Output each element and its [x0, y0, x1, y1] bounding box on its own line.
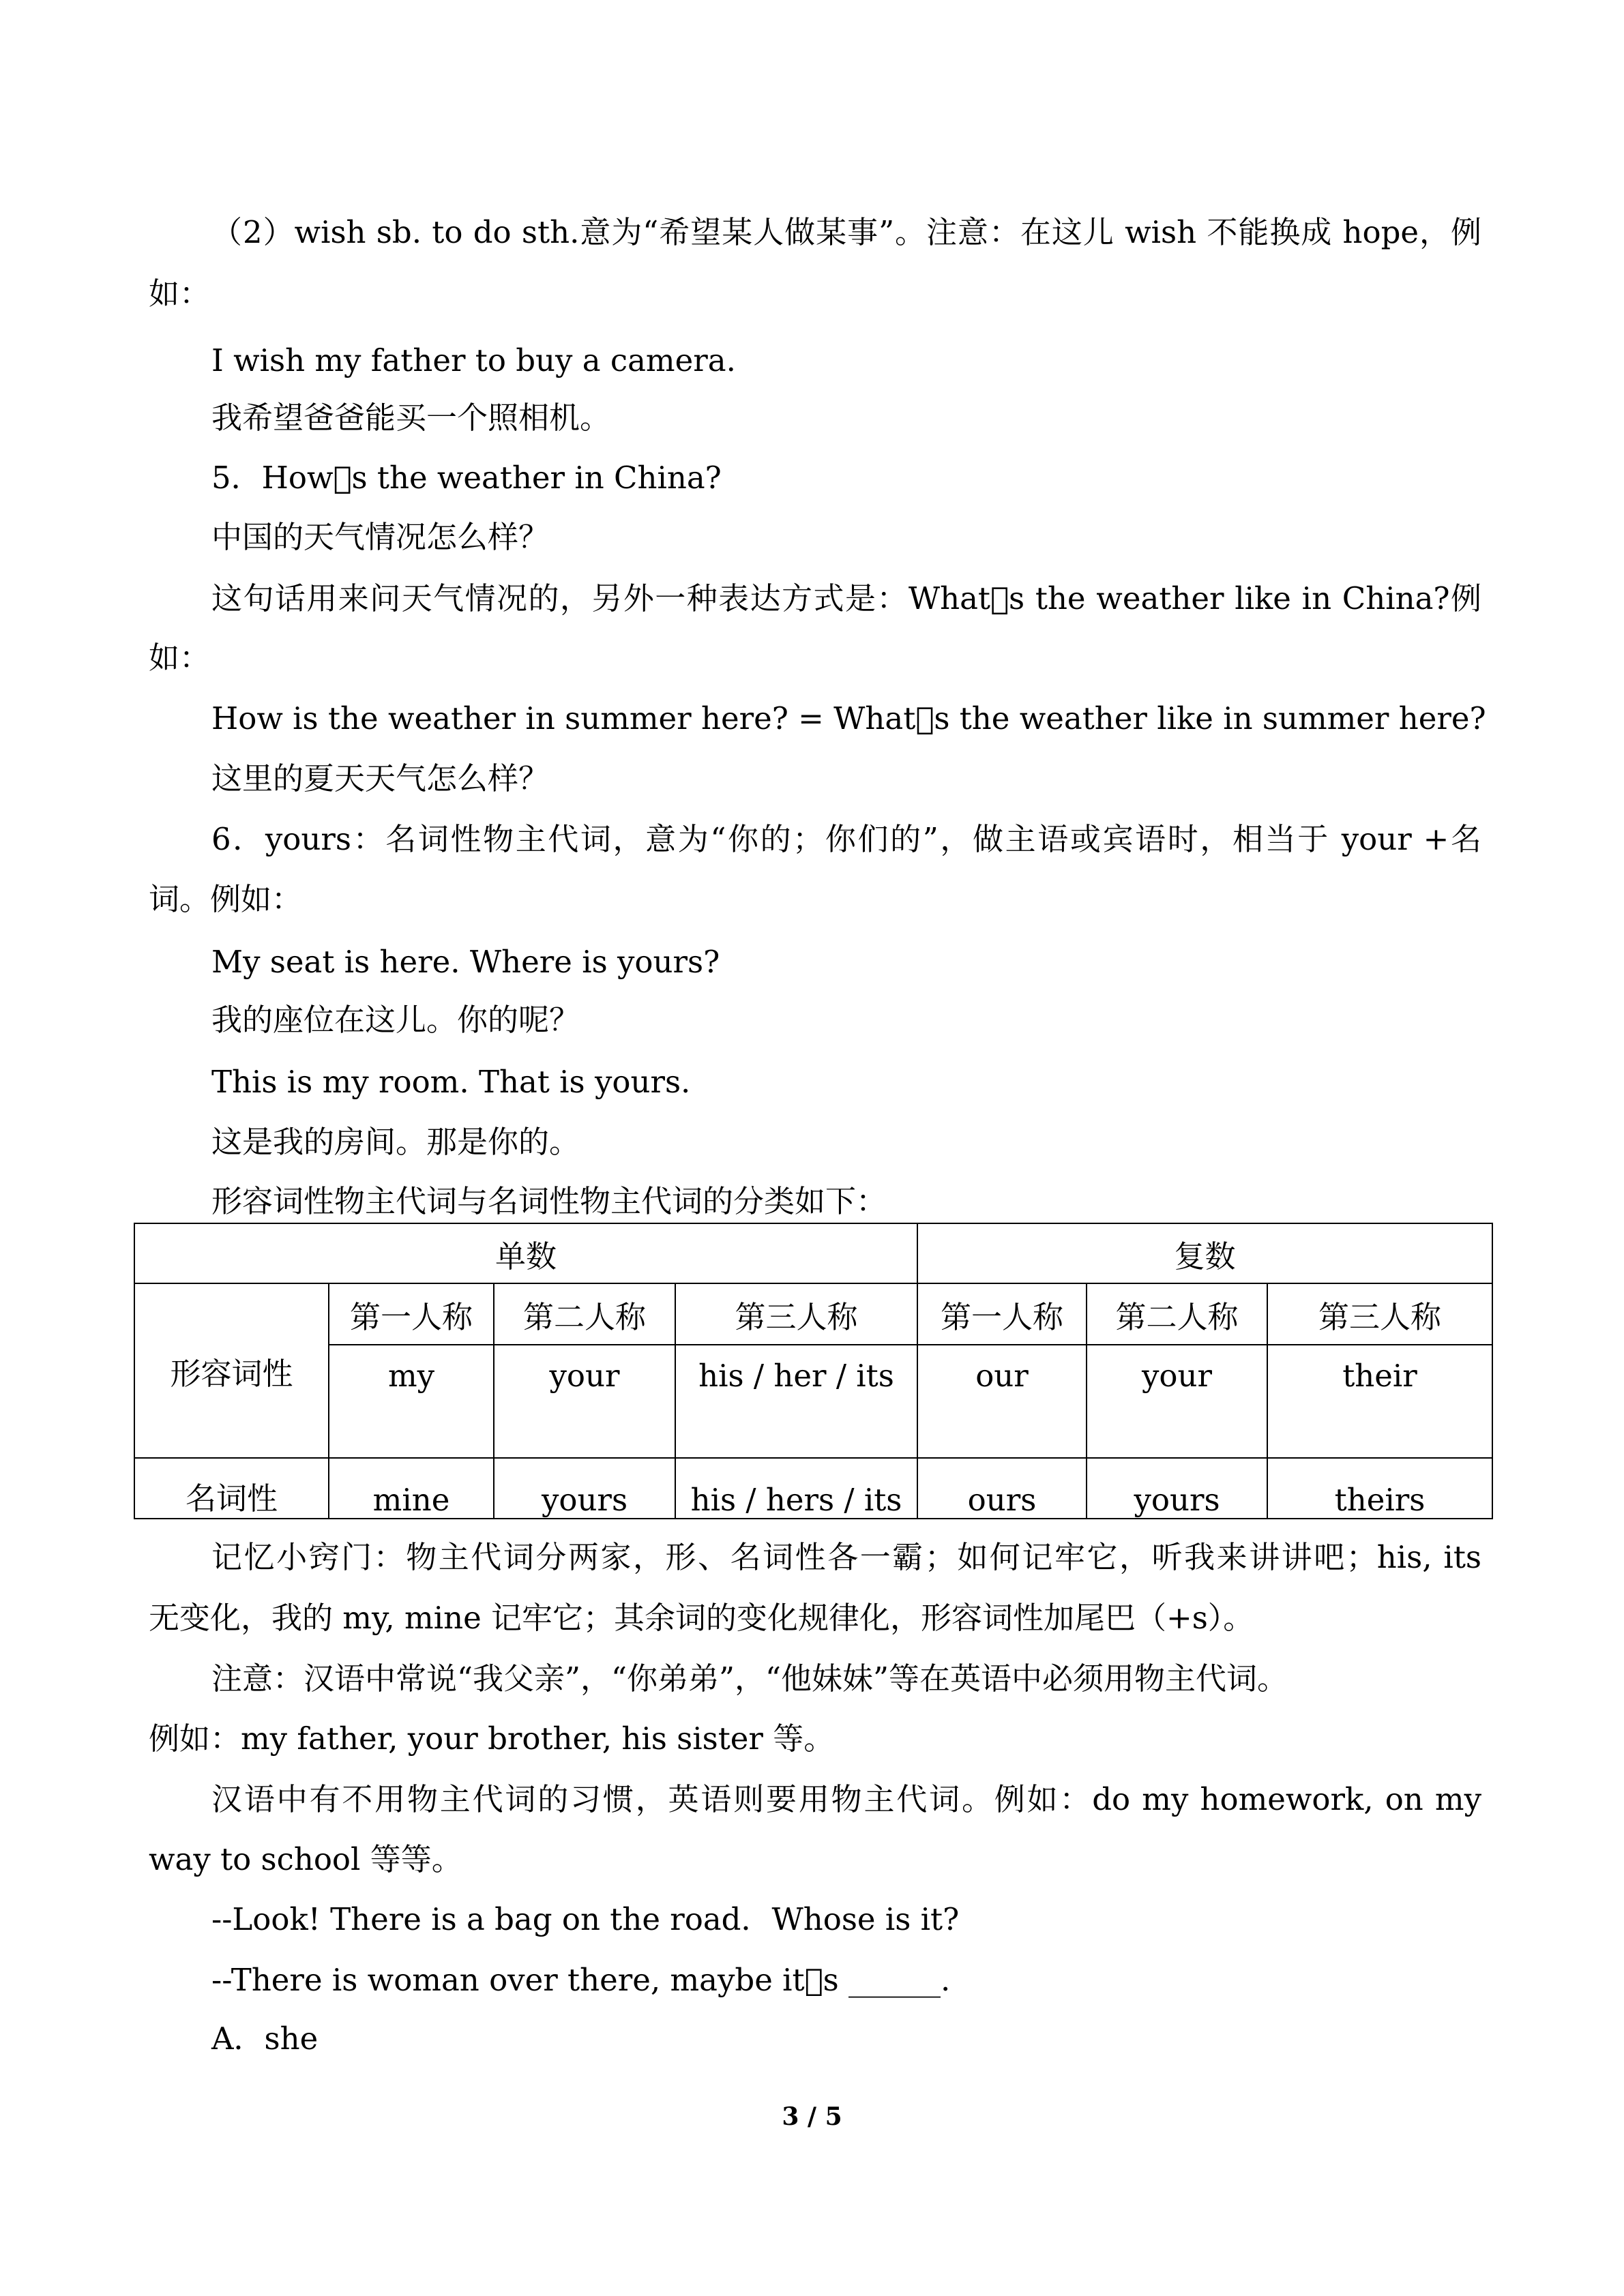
- adjective-cell: our: [917, 1345, 1087, 1458]
- noun-cell: yours: [1087, 1458, 1267, 1519]
- text-line: 记忆小窍门：物主代词分两家，形、名词性各一霸；如何记牢它，听我来讲讲吧；his, its: [211, 1539, 1481, 1575]
- pronoun-table: [134, 1223, 1493, 1519]
- noun-cell: ours: [917, 1458, 1087, 1519]
- noun-cell: his / hers / its: [675, 1458, 917, 1519]
- text-line: 我希望爸爸能买一个照相机。: [211, 400, 611, 436]
- header-singular: 单数: [134, 1223, 917, 1283]
- text-line: A．she: [211, 2021, 319, 2057]
- text-line: 这句话用来问天气情况的，另外一种表达方式是：What s the weather like in China?例: [211, 580, 1481, 616]
- text-line: 这是我的房间。那是你的。: [211, 1124, 580, 1160]
- text-line: 形容词性物主代词与名词性物主代词的分类如下：: [211, 1183, 887, 1219]
- text-line: 例如：my father, your brother, his sister 等。: [149, 1720, 835, 1757]
- person-header: 第二人称: [1087, 1283, 1267, 1345]
- text-line: This is my room. That is yours.: [211, 1064, 691, 1100]
- text-line: way to school 等等。: [149, 1841, 462, 1877]
- adjective-cell: your: [1087, 1345, 1267, 1458]
- text-line: --There is woman over there, maybe it s ______.: [211, 1962, 951, 1998]
- noun-cell: mine: [329, 1458, 494, 1519]
- text-line: --Look! There is a bag on the road．Whose is it?: [211, 1901, 960, 1937]
- text-line: 无变化，我的 my, mine 记牢它；其余词的变化规律化，形容词性加尾巴（+s）。: [149, 1600, 1254, 1636]
- person-header: 第一人称: [917, 1283, 1087, 1345]
- noun-cell: yours: [494, 1458, 675, 1519]
- text-line: How is the weather in summer here? = What s the weather like in summer here?: [211, 700, 1486, 736]
- text-line: I wish my father to buy a camera.: [211, 342, 736, 378]
- text-line: 汉语中有不用物主代词的习惯，英语则要用物主代词。例如：do my homework, on my: [211, 1781, 1481, 1817]
- text-line: My seat is here. Where is yours?: [211, 944, 720, 980]
- adjective-cell: his / her / its: [675, 1345, 917, 1458]
- person-header: 第二人称: [494, 1283, 675, 1345]
- person-header: 第三人称: [1267, 1283, 1492, 1345]
- page-number: 3 / 5: [782, 2102, 842, 2131]
- adjective-cell: their: [1267, 1345, 1492, 1458]
- text-line: 5．How s the weather in China?: [211, 460, 722, 496]
- person-header: 第三人称: [675, 1283, 917, 1345]
- header-plural: 复数: [917, 1223, 1492, 1283]
- adjective-cell: your: [494, 1345, 675, 1458]
- text-line: 词。例如：: [149, 881, 303, 917]
- text-line: 我的座位在这儿。你的呢？: [211, 1002, 580, 1038]
- text-line: 如：: [149, 640, 211, 676]
- text-line: 6．yours：名词性物主代词，意为“你的；你们的”，做主语或宾语时，相当于 your +名: [211, 821, 1481, 857]
- text-line: 如：: [149, 275, 211, 312]
- text-line: 这里的夏天天气怎么样？: [211, 760, 550, 796]
- row-label-noun: 名词性: [134, 1458, 329, 1519]
- text-line: 中国的天气情况怎么样？: [211, 519, 550, 555]
- person-header: 第一人称: [329, 1283, 494, 1345]
- noun-cell: theirs: [1267, 1458, 1492, 1519]
- text-line: （2）wish sb. to do sth.意为“希望某人做某事”。注意：在这儿 wish 不能换成 hope，例: [211, 214, 1481, 250]
- text-line: 注意：汉语中常说“我父亲”，“你弟弟”，“他妹妹”等在英语中必须用物主代词。: [211, 1660, 1288, 1697]
- row-label-adjective: 形容词性: [134, 1283, 329, 1458]
- adjective-cell: my: [329, 1345, 494, 1458]
